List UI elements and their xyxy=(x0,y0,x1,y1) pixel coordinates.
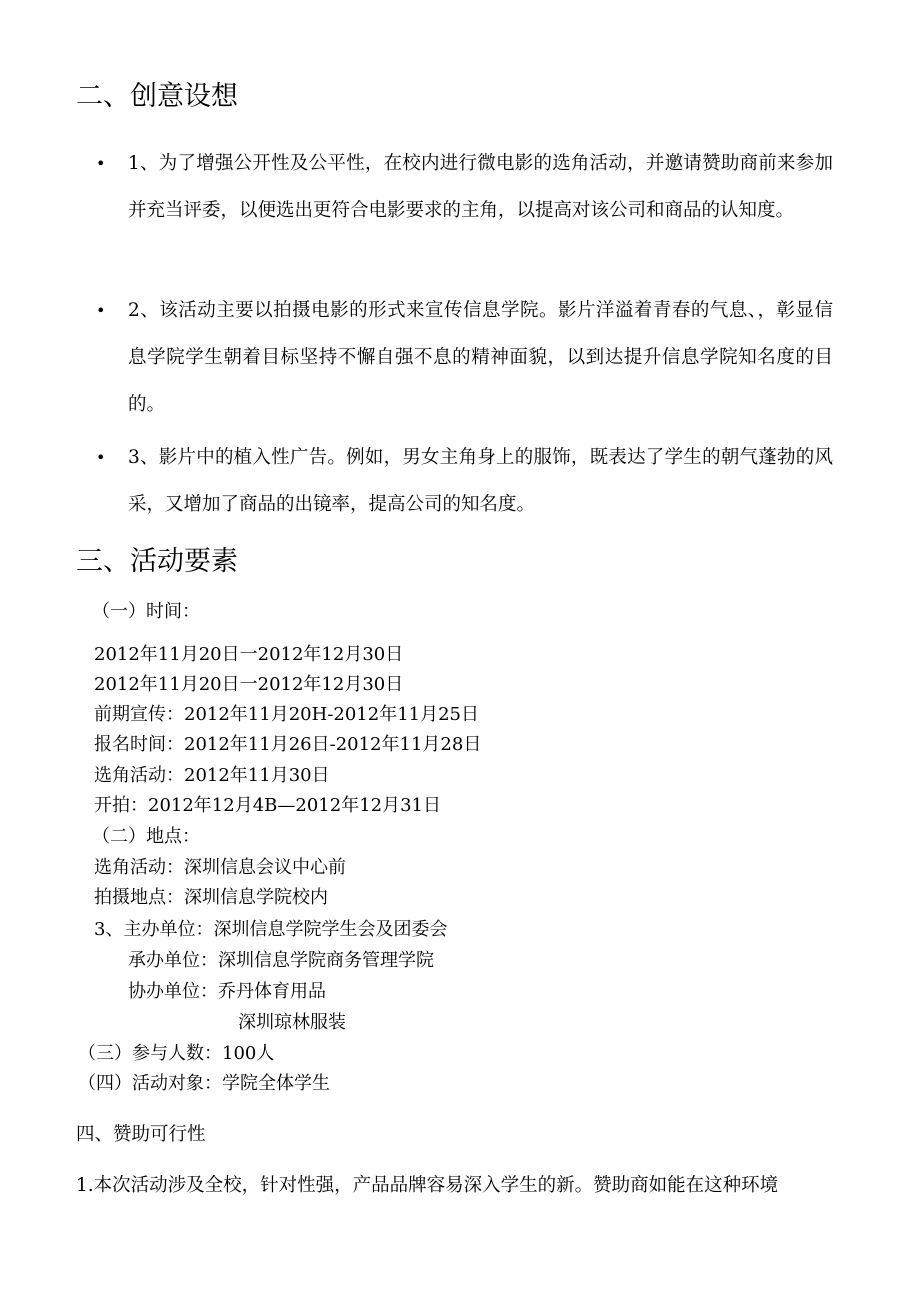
undertaker: 承办单位：深圳信息学院商务管理学院 xyxy=(128,950,434,971)
section-3-heading: 三、活动要素 xyxy=(76,546,238,577)
place-label: （二）地点： xyxy=(92,826,200,847)
participants: （三）参与人数：100人 xyxy=(78,1043,275,1064)
bullet-dot: • xyxy=(96,154,106,173)
bullet-text: 2、该活动主要以拍摄电影的形式来宣传信息学院。影片洋溢着青春的气息、，彰显信息学院学生朝着目标坚持不懈自强不息的精神面貌，以到达提升信息学院知名度的目的。 xyxy=(128,300,833,415)
time-line: 开拍：2012年12月4B—2012年12月31日 xyxy=(94,795,442,816)
co-organizer: 协办单位：乔丹体育用品 xyxy=(128,981,326,1002)
organizer: 3、主办单位：深圳信息学院学生会及团委会 xyxy=(94,919,448,940)
time-line: 2012年11月20日一2012年12月30日 xyxy=(94,674,404,695)
bullet-dot: • xyxy=(96,301,106,320)
section-2-heading: 二、创意设想 xyxy=(76,81,238,112)
time-label: （一）时间： xyxy=(92,601,200,622)
bullet-text: 1、为了增强公开性及公平性，在校内进行微电影的选角活动，并邀请赞助商前来参加并充当评委，以便选出更符合电影要求的主角，以提高对该公司和商品的认知度。 xyxy=(128,153,833,221)
bullet-dot: • xyxy=(96,448,106,467)
time-line: 前期宣传：2012年11月20H-2012年11月25日 xyxy=(94,704,480,725)
bullet-text: 3、影片中的植入性广告。例如，男女主角身上的服饰，既表达了学生的朝气蓬勃的风采，又增加了商品的出镜率，提高公司的知名度。 xyxy=(128,447,833,515)
section-4-heading: 四、赞助可行性 xyxy=(76,1124,206,1145)
section-4-paragraph-1: 1.本次活动涉及全校，针对性强，产品品牌容易深入学生的新。赞助商如能在这种环境 xyxy=(76,1175,779,1196)
audience: （四）活动对象：学院全体学生 xyxy=(78,1073,330,1094)
co-organizer-2: 深圳琼林服装 xyxy=(238,1012,346,1033)
time-line: 2012年11月20日一2012年12月30日 xyxy=(94,644,404,665)
time-line: 选角活动：2012年11月30日 xyxy=(94,765,330,786)
time-line: 报名时间：2012年11月26日-2012年11月28日 xyxy=(94,734,482,755)
place-line: 拍摄地点：深圳信息学院校内 xyxy=(94,887,328,908)
place-line: 选角活动：深圳信息会议中心前 xyxy=(94,857,346,878)
